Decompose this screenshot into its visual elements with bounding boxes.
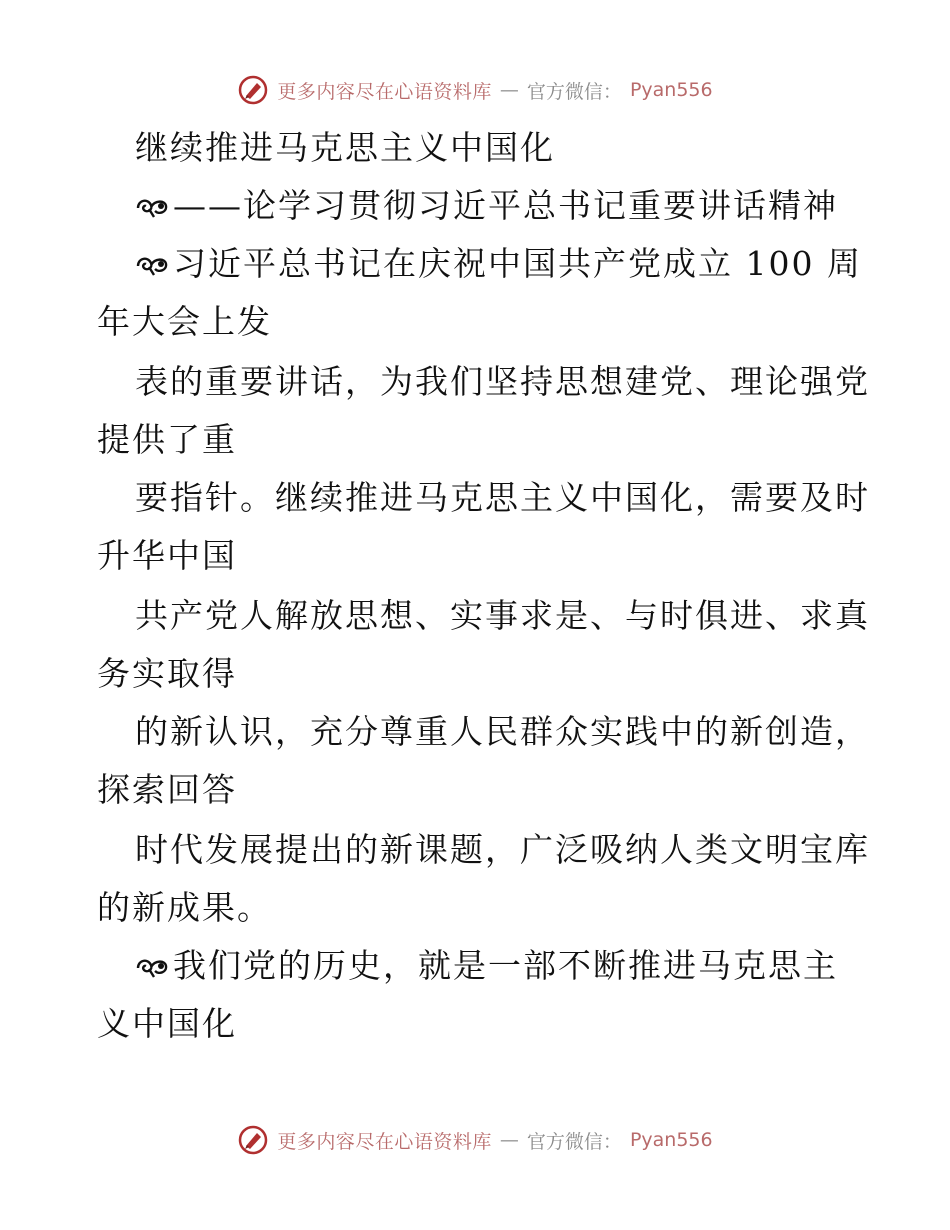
- watermark-site-text: 更多内容尽在心语资料库: [277, 1130, 492, 1153]
- document-line-15-text: 我们党的历史，就是一部不断推进马克思主: [173, 946, 838, 985]
- watermark-wechat-label: 官方微信：: [526, 80, 622, 103]
- document-line: [97, 770, 237, 810]
- watermark-wechat-id: Pyan556: [629, 1129, 713, 1151]
- document-line-1-text: 继续推进马克思主义中国化: [135, 128, 555, 167]
- watermark-separator: —: [499, 1129, 519, 1151]
- document-line: [97, 888, 272, 928]
- document-line: [97, 536, 237, 576]
- document-line: [135, 830, 870, 870]
- document-line-4-text: 年大会上发: [97, 302, 272, 341]
- document-line: [97, 654, 237, 694]
- document-line: [97, 1004, 237, 1044]
- watermark-wechat-id: Pyan556: [629, 79, 713, 101]
- document-line-16-text: 义中国化: [97, 1004, 237, 1043]
- document-line-13-text: 时代发展提出的新课题，广泛吸纳人类文明宝库: [135, 830, 870, 869]
- document-line-7-text: 要指针。继续推进马克思主义中国化，需要及时: [135, 478, 870, 517]
- header-watermark: [0, 70, 950, 110]
- document-line-5-text: 表的重要讲话，为我们坚持思想建党、理论强党: [135, 362, 870, 401]
- document-line: [135, 596, 870, 636]
- document-line-6-text: 提供了重: [97, 420, 237, 459]
- document-line: [135, 478, 870, 518]
- document-line: [97, 420, 237, 460]
- fleuron-icon: [135, 194, 169, 220]
- watermark-site-text: 更多内容尽在心语资料库: [277, 80, 492, 103]
- pen-logo-icon: [237, 1124, 269, 1156]
- document-line: [135, 712, 870, 752]
- document-paragraph-2-line: [135, 946, 838, 986]
- document-line: [97, 302, 272, 342]
- fleuron-icon: [135, 954, 169, 980]
- watermark-wechat-label: 官方微信：: [526, 1130, 622, 1153]
- document-line-3-text: 习近平总书记在庆祝中国共产党成立 100 周: [173, 244, 862, 283]
- document-line-12-text: 探索回答: [97, 770, 237, 809]
- document-line-2-text: ——论学习贯彻习近平总书记重要讲话精神: [173, 186, 838, 225]
- document-subtitle: [135, 186, 838, 226]
- watermark-separator: —: [499, 79, 519, 101]
- document-paragraph-1-line: [135, 244, 862, 284]
- pen-logo-icon: [237, 74, 269, 106]
- document-title: [135, 128, 555, 168]
- document-line-11-text: 的新认识，充分尊重人民群众实践中的新创造，: [135, 712, 870, 751]
- document-line-9-text: 共产党人解放思想、实事求是、与时俱进、求真: [135, 596, 870, 635]
- document-line-8-text: 升华中国: [97, 536, 237, 575]
- footer-watermark: [0, 1120, 950, 1160]
- document-line-14-text: 的新成果。: [97, 888, 272, 927]
- document-line: [135, 362, 870, 402]
- fleuron-icon: [135, 252, 169, 278]
- document-line-10-text: 务实取得: [97, 654, 237, 693]
